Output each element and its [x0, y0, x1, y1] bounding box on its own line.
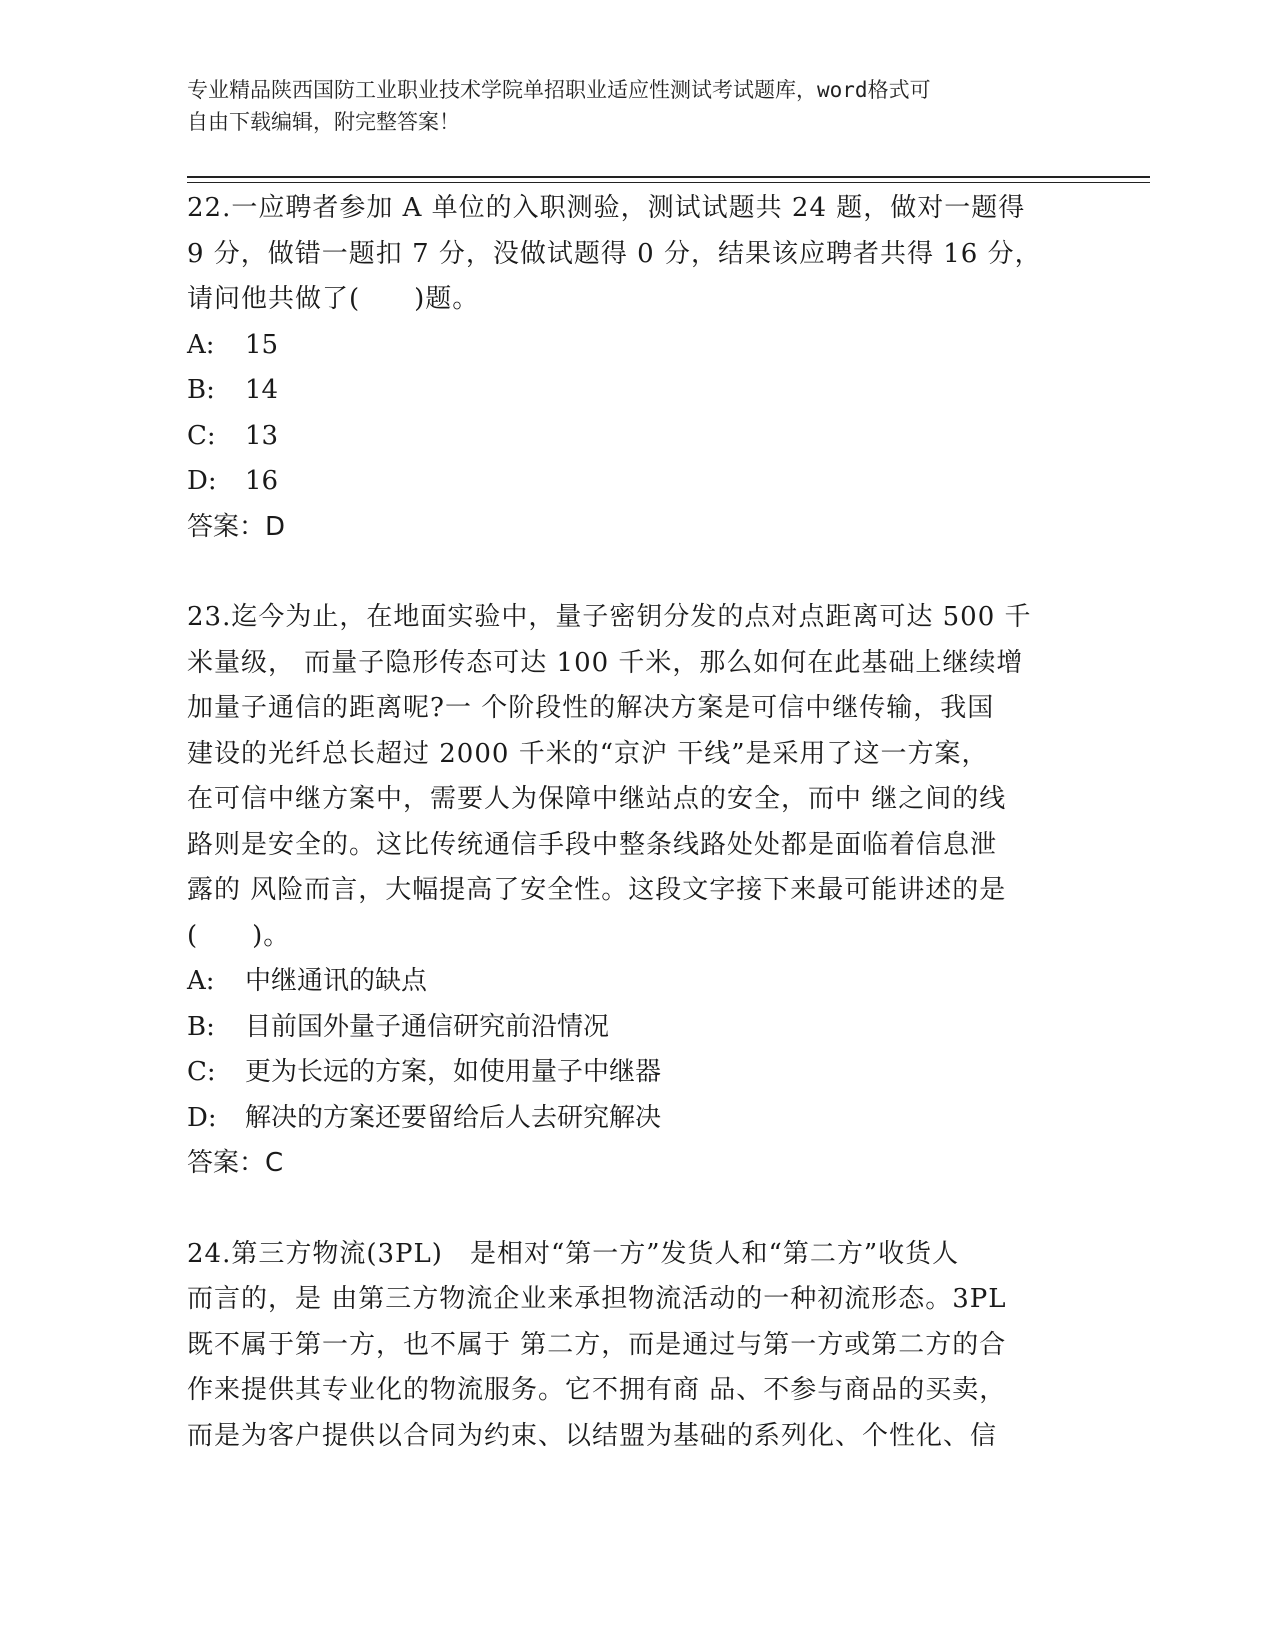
question-line: 米量级， 而量子隐形传态可达 100 千米，那么如何在此基础上继续增	[187, 647, 1024, 678]
option-list	[187, 323, 1077, 505]
header-divider-thin	[187, 182, 1150, 183]
option-letter: C:	[187, 420, 216, 451]
option-c	[187, 1050, 1077, 1096]
question-line: 9 分，做错一题扣 7 分，没做试题得 0 分，结果该应聘者共得 16 分，	[187, 238, 1042, 269]
spacer	[187, 1187, 1077, 1232]
question-text	[187, 595, 1077, 959]
question-23	[187, 595, 1077, 1187]
question-line: 而是为客户提供以合同为约束、以结盟为基础的系列化、个性化、信	[187, 1420, 998, 1451]
option-letter: C:	[187, 1057, 216, 1087]
question-line: 露的 风险而言，大幅提高了安全性。这段文字接下来最可能讲述的是	[187, 875, 1007, 905]
question-line: 23.迄今为止，在地面实验中，量子密钥分发的点对点距离可达 500 千	[187, 602, 1032, 632]
question-text	[187, 186, 1077, 323]
option-a	[187, 323, 1077, 369]
answer-line: 答案：C	[187, 1148, 284, 1178]
header-divider-thick	[187, 176, 1150, 178]
option-letter: A:	[187, 966, 215, 996]
question-line: 22.一应聘者参加 A 单位的入职测验，测试试题共 24 题，做对一题得	[187, 193, 1026, 223]
option-text: 目前国外量子通信研究前沿情况	[245, 1011, 610, 1042]
header-line-1: 专业精品陕西国防工业职业技术学院单招职业适应性测试考试题库，word格式可	[187, 78, 931, 102]
option-letter: D:	[187, 1102, 217, 1133]
header-line-2: 自由下载编辑，附完整答案！	[187, 110, 460, 134]
question-line: 请问他共做了( )题。	[187, 284, 480, 314]
option-b	[187, 1005, 1077, 1051]
page-header	[187, 74, 1067, 138]
option-text: 16	[245, 466, 279, 496]
option-text: 15	[245, 329, 279, 360]
option-d	[187, 1096, 1077, 1142]
option-a	[187, 959, 1077, 1005]
option-b	[187, 368, 1077, 414]
question-line: 24.第三方物流(3PL) 是相对“第一方”发货人和“第二方”收货人	[187, 1238, 960, 1269]
question-line: 路则是安全的。这比传统通信手段中整条线路处处都是面临着信息泄	[187, 829, 998, 860]
option-d	[187, 459, 1077, 505]
question-22	[187, 186, 1077, 550]
option-text: 解决的方案还要留给后人去研究解决	[245, 1102, 662, 1133]
option-text: 中继通讯的缺点	[245, 966, 428, 996]
option-text: 更为长远的方案，如使用量子中继器	[245, 1057, 662, 1087]
question-24	[187, 1232, 1077, 1460]
option-letter: D:	[187, 466, 217, 496]
question-line: 在可信中继方案中，需要人为保障中继站点的安全，而中 继之间的线	[187, 784, 1007, 814]
option-text: 13	[245, 420, 279, 451]
question-line: 加量子通信的距离呢?一 个阶段性的解决方案是可信中继传输，我国	[187, 693, 995, 723]
question-list	[187, 186, 1077, 1459]
option-text: 14	[245, 375, 279, 405]
option-c	[187, 414, 1077, 460]
question-line: ( )。	[187, 920, 291, 951]
answer-line: 答案：D	[187, 511, 286, 542]
question-line: 既不属于第一方，也不属于 第二方，而是通过与第一方或第二方的合	[187, 1329, 1007, 1360]
spacer	[187, 550, 1077, 595]
option-list	[187, 959, 1077, 1141]
option-letter: A:	[187, 329, 215, 360]
question-line: 而言的，是 由第三方物流企业来承担物流活动的一种初流形态。3PL	[187, 1284, 1007, 1314]
option-letter: B:	[187, 1011, 215, 1042]
option-letter: B:	[187, 375, 215, 405]
question-line: 建设的光纤总长超过 2000 千米的“京沪 干线”是采用了这一方案，	[187, 738, 989, 769]
question-line: 作来提供其专业化的物流服务。它不拥有商 品、不参与商品的买卖，	[187, 1375, 1007, 1405]
question-text	[187, 1232, 1077, 1460]
